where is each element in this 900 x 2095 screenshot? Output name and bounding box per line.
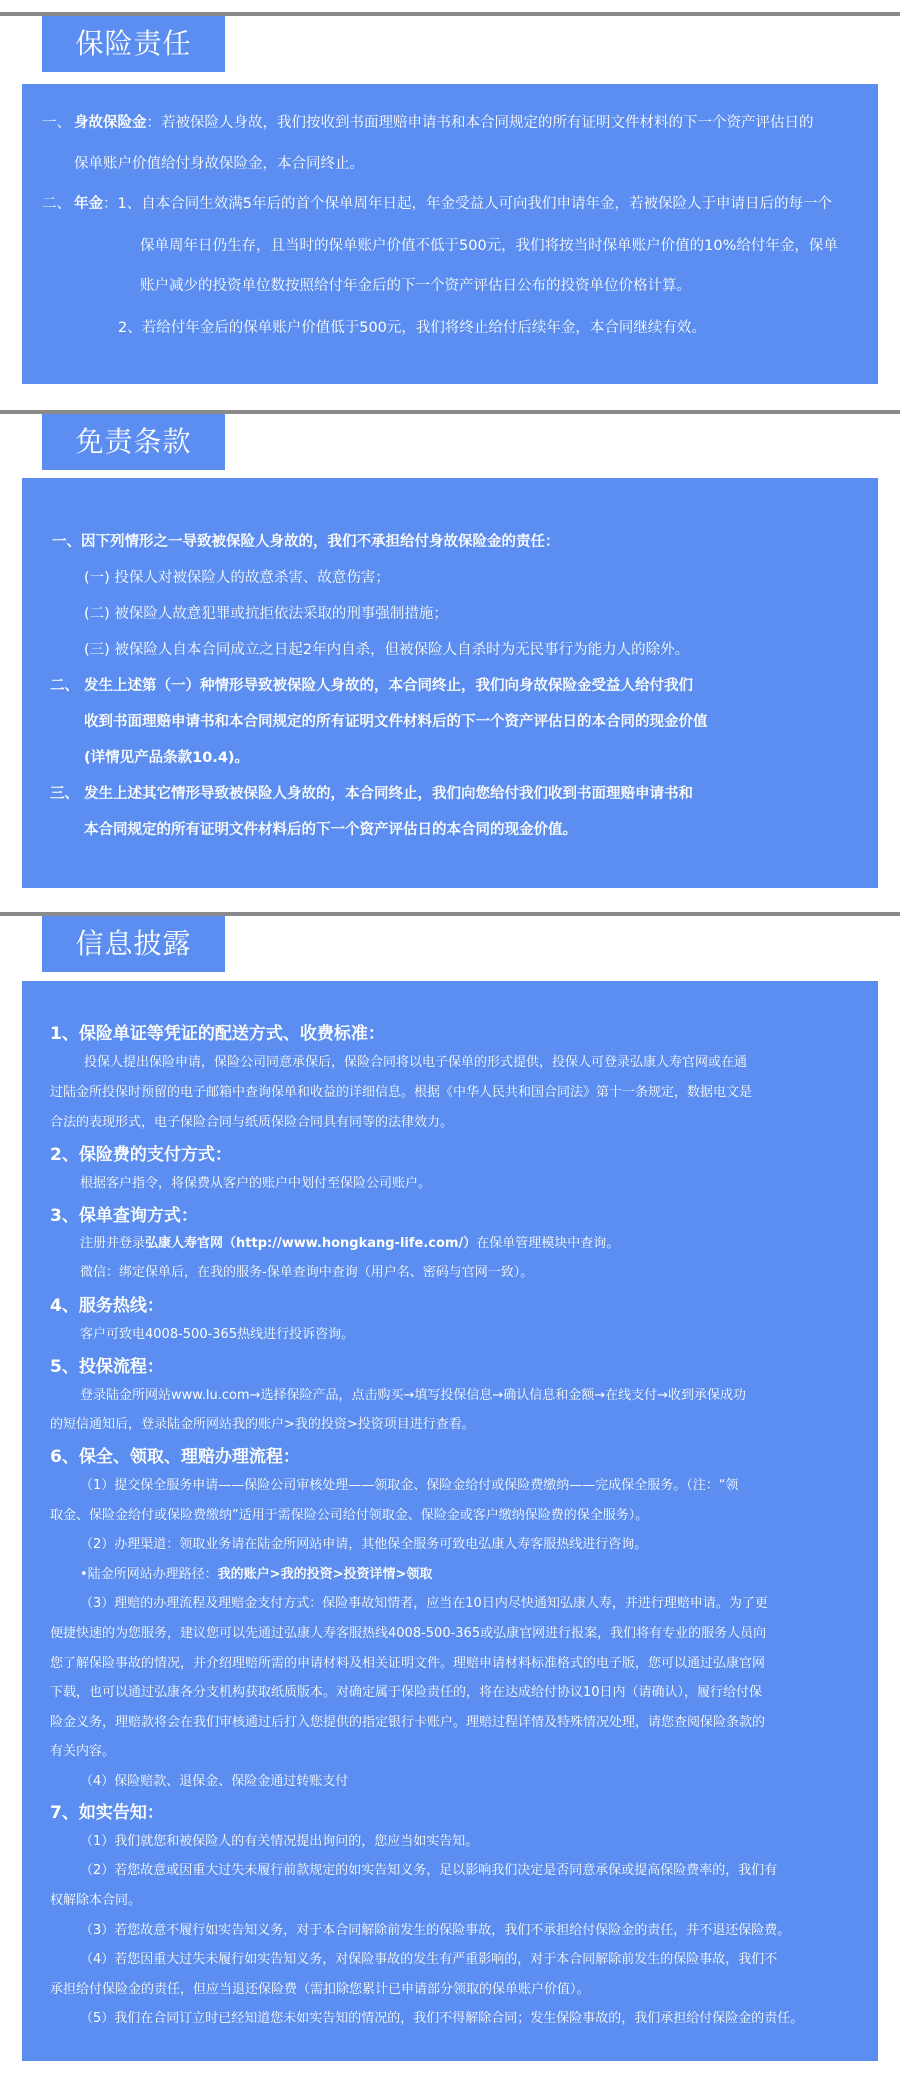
disclosure-text: 投保人提出保险申请，保险公司同意承保后，保险合同将以电子保单的形式提供，投保人可登录弘康人寿官网或在通: [84, 1055, 748, 1070]
clause-line: (详情见产品条款10.4)。: [84, 750, 250, 766]
disclosure-text: 您了解保险事故的情况，并介绍理赔所需的申请材料及相关证明文件。理赔申请材料标准格式的电子版，您可以通过弘康官网: [50, 1656, 766, 1671]
disclosure-heading: 6、保全、领取、理赔办理流程：: [50, 1447, 300, 1467]
disclosure-text: [80, 1232, 619, 1251]
clause-line: (三) 被保险人自本合同成立之日起2年内自杀，但被保险人自杀时为无民事行为能力人的除外。: [84, 642, 690, 658]
item-text: ：1、自本合同生效满5年后的首个保单周年日起，年金受益人可向我们申请年金，若被保险人于申请日后的每一个: [103, 196, 832, 212]
item-line: [74, 111, 814, 132]
disclosure-text: 承担给付保险金的责任，但应当退还保险费（需扣除您累计已申请部分领取的保单账户价值）。: [50, 1982, 590, 1997]
content-box: [22, 981, 878, 2061]
disclosure-text: 微信：绑定保单后，在我的服务-保单查询中查询（用户名、密码与官网一致）。: [80, 1265, 534, 1280]
disclosure-text: （2）若您故意或因重大过失未履行前款规定的如实告知义务，足以影响我们决定是否同意承保或提高保险费率的，我们有: [80, 1863, 778, 1878]
item-number: 一、: [42, 115, 71, 131]
text-fragment: •陆金所网站办理路径：: [80, 1567, 218, 1582]
item-text: 保单账户价值给付身故保险金，本合同终止。: [74, 156, 364, 172]
clause-line: (二) 被保险人故意犯罪或抗拒依法采取的刑事强制措施；: [84, 606, 448, 622]
disclosure-text: 权解除本合同。: [50, 1893, 142, 1908]
disclosure-text: 客户可致电4008-500-365热线进行投诉咨询。: [80, 1327, 355, 1342]
official-site-link[interactable]: 弘康人寿官网（http://www.hongkang-life.com/）: [145, 1236, 477, 1251]
disclosure-text: （3）理赔的办理流程及理赔金支付方式：保险事故知情者，应当在10日内尽快通知弘康人寿，并进行理赔申请。为了更: [80, 1596, 768, 1611]
content-box: [22, 478, 878, 888]
clause-line: 三、 发生上述其它情形导致被保险人身故的，本合同终止，我们向您给付我们收到书面理赔申请书和: [50, 786, 694, 802]
content-box: [22, 84, 878, 384]
disclosure-heading: 7、如实告知：: [50, 1803, 164, 1823]
disclosure-text: （1）我们就您和被保险人的有关情况提出询问的，您应当如实告知。: [80, 1834, 479, 1849]
disclosure-text: （4）保险赔款、退保金、保险金通过转账支付: [80, 1774, 349, 1789]
disclosure-text: （2）办理渠道：领取业务请在陆金所网站申请，其他保全服务可致电弘康人寿客服热线进行咨询。: [80, 1537, 648, 1552]
clause-line: 一、因下列情形之一导致被保险人身故的，我们不承担给付身故保险金的责任：: [52, 534, 560, 550]
item-number: 二、: [42, 196, 71, 212]
disclosure-text: 过陆金所投保时预留的电子邮箱中查询保单和收益的详细信息。根据《中华人民共和国合同法》第十一条规定，数据电文是: [50, 1085, 753, 1100]
disclosure-text: 便捷快速的为您服务，建议您可以先通过弘康人寿客服热线4008-500-365或弘康官网进行报案，我们将有专业的服务人员向: [50, 1626, 767, 1641]
section-insurance-responsibility: [0, 12, 900, 387]
section-disclosure: [0, 912, 900, 2095]
disclosure-text: 险金义务，理赔款将会在我们审核通过后打入您提供的指定银行卡账户。理赔过程详情及特殊情况处理，请您查阅保险条款的: [50, 1715, 766, 1730]
disclosure-text: 有关内容。: [50, 1744, 116, 1759]
disclosure-heading: 3、保单查询方式：: [50, 1206, 198, 1226]
disclosure-text: （1）提交保全服务申请——保险公司审核处理——领取金、保险金给付或保险费缴纳——完成保全服务。（注：“领: [80, 1478, 739, 1493]
disclosure-heading: 1、保险单证等凭证的配送方式、收费标准：: [50, 1024, 385, 1044]
item-text: ：若被保险人身故，我们按收到书面理赔申请书和本合同规定的所有证明文件材料的下一个资产评估日的: [146, 115, 814, 131]
item-text: 2、若给付年金后的保单账户价值低于500元，我们将终止给付后续年金，本合同继续有效。: [118, 320, 706, 336]
item-text: 账户减少的投资单位数按照给付年金后的下一个资产评估日公布的投资单位价格计算。: [140, 278, 691, 294]
disclosure-text: 根据客户指令，将保费从客户的账户中划付至保险公司账户。: [80, 1176, 432, 1191]
item-label: 身故保险金: [74, 115, 147, 131]
section-title: 保险责任: [42, 16, 225, 72]
disclosure-text: （5）我们在合同订立时已经知道您未如实告知的情况的，我们不得解除合同；发生保险事故的，我们承担给付保险金的责任。: [80, 2011, 804, 2026]
text-fragment: 在保单管理模块中查询。: [476, 1236, 620, 1251]
text-fragment: 注册并登录: [80, 1236, 146, 1251]
navigation-path: 我的账户>我的投资>投资详情>领取: [217, 1567, 433, 1582]
item-label: 年金: [74, 196, 103, 212]
clause-line: 本合同规定的所有证明文件材料后的下一个资产评估日的本合同的现金价值。: [84, 822, 577, 838]
disclosure-text: 登录陆金所网站www.lu.com→选择保险产品，点击购买→填写投保信息→确认信息和金额→在线支付→收到承保成功: [80, 1388, 747, 1403]
item-text: 保单周年日仍生存，且当时的保单账户价值不低于500元，我们将按当时保单账户价值的10%给付年金，保单: [140, 238, 838, 254]
disclosure-heading: 4、服务热线：: [50, 1296, 164, 1316]
section-title: 信息披露: [42, 916, 225, 972]
section-exemption: [0, 410, 900, 890]
disclosure-text: 合法的表现形式，电子保险合同与纸质保险合同具有同等的法律效力。: [50, 1115, 454, 1130]
disclosure-text: 的短信通知后，登录陆金所网站我的账户>我的投资>投资项目进行查看。: [50, 1417, 475, 1432]
disclosure-text: （3）若您故意不履行如实告知义务，对于本合同解除前发生的保险事故，我们不承担给付保险金的责任，并不退还保险费。: [80, 1923, 791, 1938]
clause-line: (一) 投保人对被保险人的故意杀害、故意伤害；: [84, 570, 390, 586]
item-line: [74, 192, 832, 213]
disclosure-heading: 5、投保流程：: [50, 1357, 164, 1377]
disclosure-text: （4）若您因重大过失未履行如实告知义务，对保险事故的发生有严重影响的，对于本合同解除前发生的保险事故，我们不: [80, 1952, 778, 1967]
section-title: 免责条款: [42, 414, 225, 470]
disclosure-text: 取金、保险金给付或保险费缴纳”适用于需保险公司给付领取金、保险金或客户缴纳保险费的保全服务）。: [50, 1508, 649, 1523]
disclosure-text: [80, 1563, 432, 1582]
disclosure-text: 下载，也可以通过弘康各分支机构获取纸质版本。对确定属于保险责任的，将在达成给付协议10日内（请确认），履行给付保: [50, 1685, 763, 1700]
clause-line: 收到书面理赔申请书和本合同规定的所有证明文件材料后的下一个资产评估日的本合同的现金价值: [84, 714, 708, 730]
disclosure-heading: 2、保险费的支付方式：: [50, 1145, 232, 1165]
clause-line: 二、 发生上述第（一）种情形导致被保险人身故的，本合同终止，我们向身故保险金受益人给付我们: [50, 678, 694, 694]
